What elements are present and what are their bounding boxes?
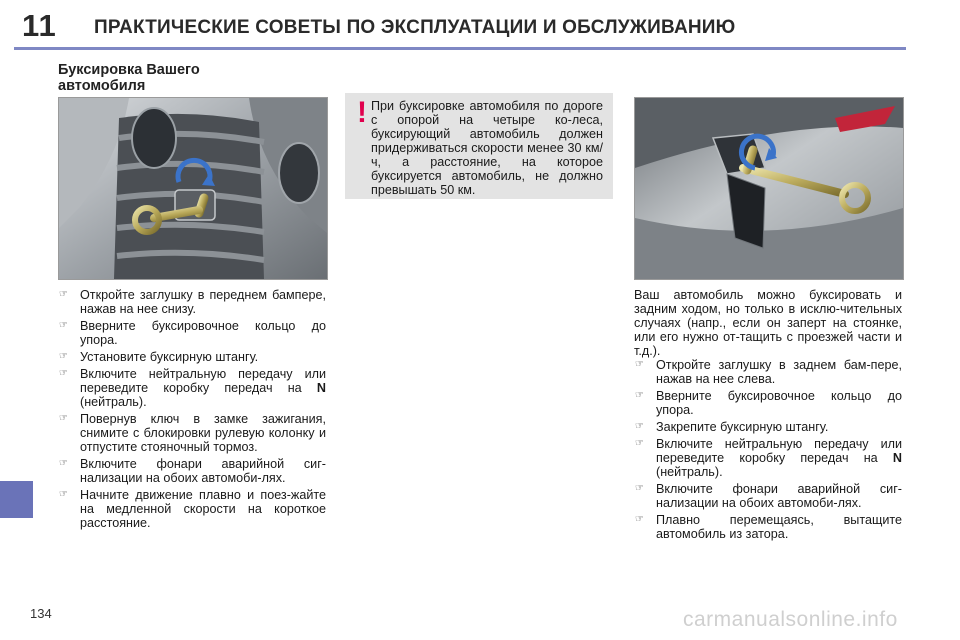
pointing-hand-icon: ☞ (59, 289, 68, 300)
pointing-hand-icon: ☞ (635, 390, 644, 401)
list-item: ☞ Установите буксирную штангу. (59, 350, 259, 364)
front-towing-steps (58, 288, 326, 533)
section-title (58, 62, 288, 94)
pointing-hand-icon: ☞ (59, 413, 68, 424)
watermark: carmanualsonline.info (683, 608, 898, 631)
pointing-hand-icon: ☞ (635, 438, 644, 449)
list-item: ☞ Включите фонари аварийной сиг-нализации на обоих автомоби-лях. (59, 457, 326, 485)
gear-neutral-label: N (892, 451, 902, 465)
front-towing-eye-photo (58, 97, 328, 280)
warning-text: При буксировке автомобиля по дороге с опорой на четыре ко-леса, буксирующий автомобиль должен придерживаться скорости менее 30 км/ч, а расстояние, на которое буксируется автомобиль, не должно превышать 50 км. (371, 99, 603, 197)
pointing-hand-icon: ☞ (59, 458, 68, 469)
list-item: ☞ Повернув ключ в замке зажигания, снимите с блокировки рулевую колонку и отпустите стояночный тормоз. (59, 412, 326, 454)
header-rule (14, 47, 906, 50)
list-item: ☞ Откройте заглушку в заднем бам-пере, нажав на нее слева. (635, 358, 902, 386)
pointing-hand-icon: ☞ (635, 514, 644, 525)
front-towing-eye-illustration (59, 98, 327, 279)
gear-neutral-label: N (316, 381, 326, 395)
pointing-hand-icon: ☞ (59, 351, 68, 362)
list-item: ☞ Включите фонари аварийной сиг-нализации на обоих автомоби-лях. (635, 482, 902, 510)
list-item: ☞ Включите нейтральную передачу или переведите коробку передач на N (нейтраль). (635, 437, 902, 479)
section-title-line1: Буксировка Вашего (58, 62, 200, 78)
list-item: ☞ Откройте заглушку в переднем бампере, нажав на нее снизу. (59, 288, 326, 316)
list-item: ☞ Вверните буксировочное кольцо до упора. (59, 319, 326, 347)
list-item: ☞ Плавно перемещаясь, вытащите автомобиль из затора. (635, 513, 902, 541)
exclamation-icon: ! (357, 96, 367, 129)
list-item: ☞ Начните движение плавно и поез-жайте на медленной скорости на короткое расстояние. (59, 488, 326, 530)
rear-towing-steps (634, 358, 902, 544)
list-item: ☞ Закрепите буксирную штангу. (635, 420, 829, 434)
pointing-hand-icon: ☞ (635, 359, 644, 370)
list-item: ☞ Вверните буксировочное кольцо до упора. (635, 389, 902, 417)
section-title-line2: автомобиля (58, 78, 146, 94)
chapter-side-tab (0, 481, 33, 518)
pointing-hand-icon: ☞ (59, 320, 68, 331)
rear-towing-eye-illustration (635, 98, 903, 279)
chapter-number: 11 (22, 8, 57, 43)
list-item: ☞ Включите нейтральную передачу или переведите коробку передач на N (нейтраль). (59, 367, 326, 409)
pointing-hand-icon: ☞ (635, 421, 644, 432)
warning-box (345, 93, 613, 199)
pointing-hand-icon: ☞ (59, 489, 68, 500)
rear-towing-intro: Ваш автомобиль можно буксировать и задним ходом, но только в исклю-чительных случаях (напр., если он заперт на стоянке, или его нужно от-тащить с проезжей части и т.д.). (634, 288, 902, 358)
pointing-hand-icon: ☞ (59, 368, 68, 379)
page-number: 134 (30, 606, 52, 621)
rear-towing-eye-photo (634, 97, 904, 280)
pointing-hand-icon: ☞ (635, 483, 644, 494)
chapter-title: ПРАКТИЧЕСКИЕ СОВЕТЫ ПО ЭКСПЛУАТАЦИИ И ОБСЛУЖИВАНИЮ (94, 17, 736, 38)
